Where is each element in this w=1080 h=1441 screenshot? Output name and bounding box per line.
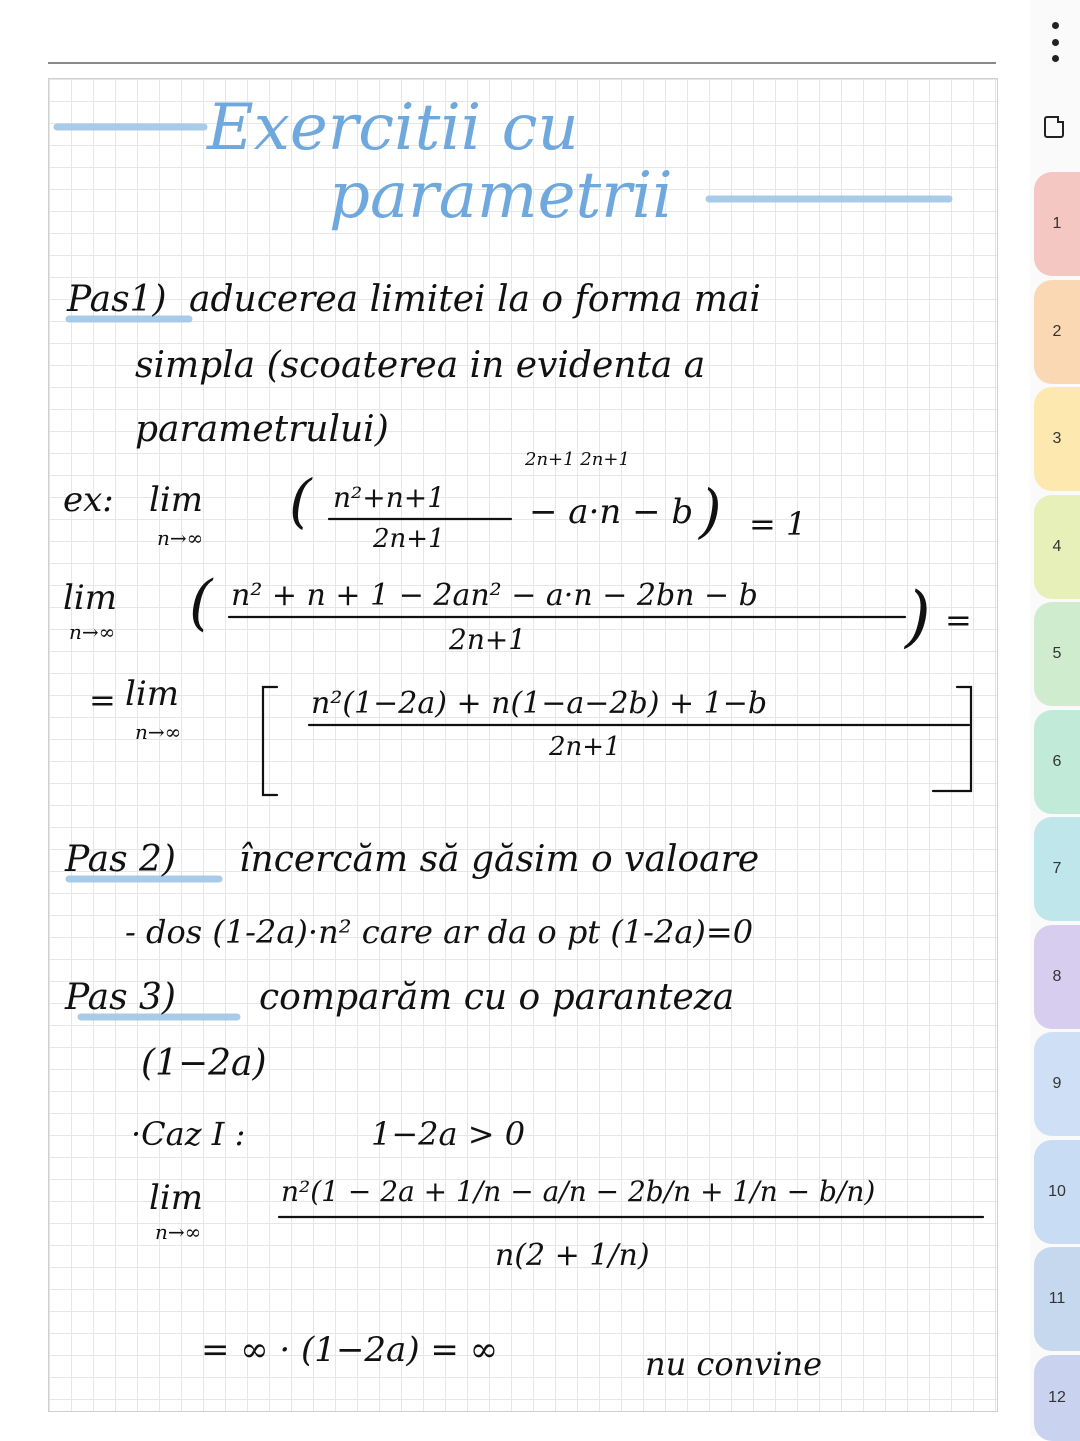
ex-paren-open: ( <box>289 467 312 535</box>
step1-text: aducerea limitei la o forma mai <box>189 279 761 320</box>
sidebar-tab-7[interactable]: 7 <box>1034 817 1080 921</box>
line2-denominator: 2n+1 <box>449 623 527 656</box>
step1-label: Pas1) <box>67 279 167 320</box>
line2-numerator: n² + n + 1 − 2an² − a·n − 2bn − b <box>231 578 758 613</box>
ex-denominator: 2n+1 <box>373 524 445 554</box>
case-condition: 1−2a > 0 <box>371 1115 526 1153</box>
ex-paren-close: ) <box>699 477 722 545</box>
line3-bracket-close <box>933 687 971 791</box>
line3-bracket-open <box>263 687 277 795</box>
sidebar-tab-8[interactable]: 8 <box>1034 925 1080 1029</box>
line3-lim-sub: n→∞ <box>135 720 182 744</box>
title-line-2: parametrii <box>329 159 673 233</box>
more-vertical-icon[interactable] <box>1047 22 1063 62</box>
step2-label: Pas 2) <box>65 839 176 880</box>
sidebar-tab-5[interactable]: 5 <box>1034 602 1080 706</box>
ex-rest: − a·n − b <box>529 492 694 532</box>
sidebar-tab-12[interactable]: 12 <box>1034 1355 1080 1441</box>
line2-lim: lim <box>63 578 117 618</box>
sidebar-tab-11[interactable]: 11 <box>1034 1247 1080 1351</box>
title-line-1: Exercitii cu <box>207 91 579 165</box>
sidebar-tab-2[interactable]: 2 <box>1034 280 1080 384</box>
line3-lim: lim <box>125 674 179 714</box>
sidebar-tab-9[interactable]: 9 <box>1034 1032 1080 1136</box>
ex-label: ex: <box>63 480 114 520</box>
ex-equals: = 1 <box>749 505 807 543</box>
top-divider <box>48 62 996 64</box>
case-label: ·Caz I : <box>131 1115 246 1153</box>
ex-lim-sub: n→∞ <box>157 526 204 550</box>
page-icon[interactable] <box>1044 116 1064 138</box>
case-numerator: n²(1 − 2a + 1/n − a/n − 2b/n + 1/n − b/n) <box>281 1175 876 1208</box>
line2-lim-sub: n→∞ <box>69 620 116 644</box>
case-lim-sub: n→∞ <box>155 1220 202 1244</box>
case-lim: lim <box>149 1178 203 1218</box>
sidebar-tab-10[interactable]: 10 <box>1034 1140 1080 1244</box>
ex-numerator: n²+n+1 <box>333 481 446 514</box>
line2-equals: = <box>945 601 972 639</box>
ex-lim: lim <box>149 480 203 520</box>
step2-text: încercăm să găsim o valoare <box>239 839 760 880</box>
step1-line3: parametrului) <box>135 409 389 450</box>
step3-text: comparăm cu o paranteza <box>259 977 735 1018</box>
step2-line2: - dos (1-2a)·n² care ar da o pt (1-2a)=0 <box>125 913 754 951</box>
sidebar-tab-3[interactable]: 3 <box>1034 387 1080 491</box>
step3-label: Pas 3) <box>65 977 176 1018</box>
line3-numerator: n²(1−2a) + n(1−a−2b) + 1−b <box>311 686 768 721</box>
line2-paren-open: ( <box>189 568 213 638</box>
ex-mult-note: 2n+1 2n+1 <box>525 449 630 470</box>
case-denominator: n(2 + 1/n) <box>495 1238 650 1273</box>
line2-paren-close: ) <box>905 578 931 655</box>
handwritten-notes <box>49 79 997 1411</box>
sidebar-tab-6[interactable]: 6 <box>1034 710 1080 814</box>
line3-prefix: = <box>89 681 116 719</box>
step1-line2: simpla (scoaterea in evidenta a <box>135 345 706 386</box>
sidebar-tab-1[interactable]: 1 <box>1034 172 1080 276</box>
step3-line2: (1−2a) <box>141 1043 267 1084</box>
case-result-note: nu convine <box>645 1345 823 1383</box>
case-result: = ∞ · (1−2a) = ∞ <box>201 1330 499 1370</box>
sidebar-tab-4[interactable]: 4 <box>1034 495 1080 599</box>
notebook-page[interactable] <box>48 78 998 1412</box>
line3-denominator: 2n+1 <box>549 732 621 762</box>
